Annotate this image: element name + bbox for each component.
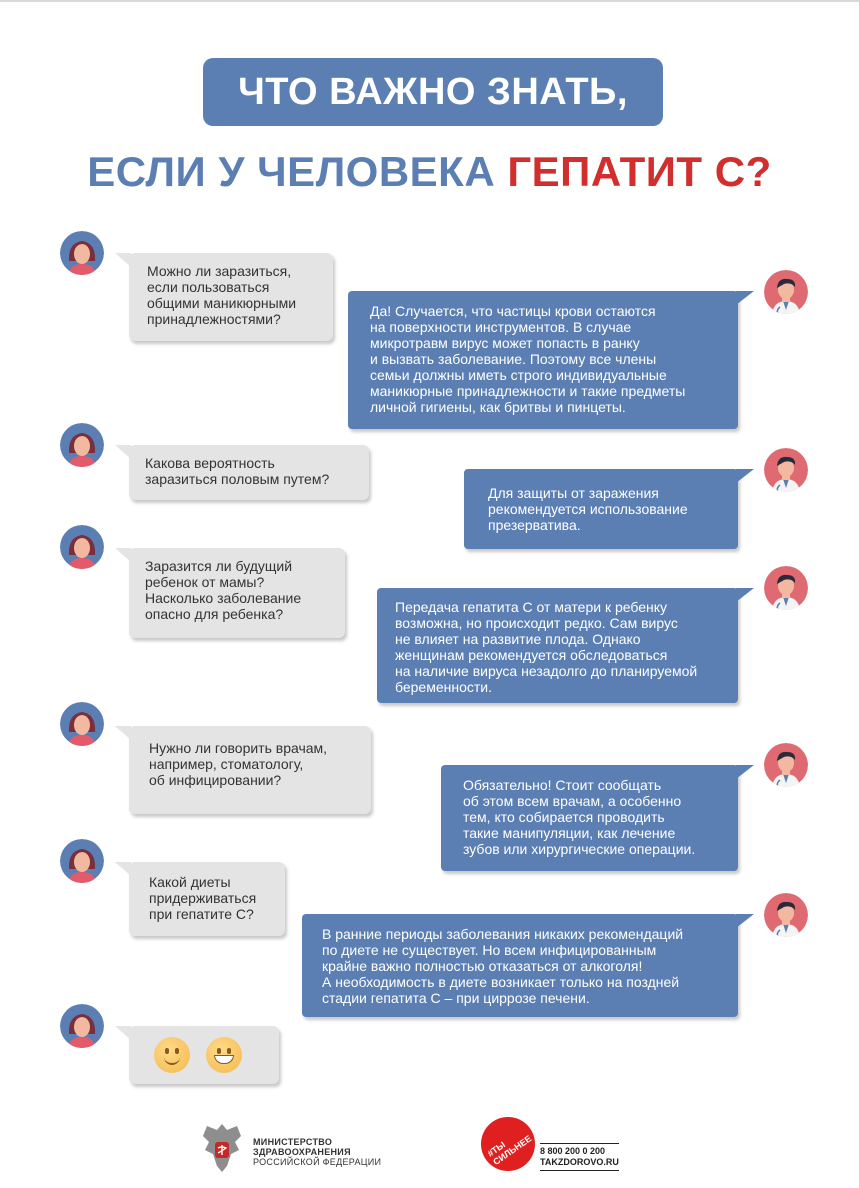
ministry-line-2: ЗДРАВООХРАНЕНИЯ: [253, 1147, 351, 1157]
campaign-site-link[interactable]: TAKZDOROVO.RU: [540, 1157, 619, 1167]
question-bubble-2: [129, 445, 369, 500]
subtitle-main: ЕСЛИ У ЧЕЛОВЕКА: [87, 148, 508, 195]
smiling-face-icon: [154, 1037, 190, 1073]
campaign-logo: [481, 1117, 535, 1171]
coat-of-arms-icon: [197, 1120, 247, 1175]
ministry-line-3: РОССИЙСКОЙ ФЕДЕРАЦИИ: [253, 1157, 382, 1167]
answer-text-1: Да! Случается, что частицы крови остаются на поверхности инструментов. В случае микротравм вирус может попасть в ранку и вызвать заболевание. Поэтому все члены семьи должны иметь строго индивидуальные маникюрные принадлежности и такие предметы личной гигиены, как бритвы и пинцеты.: [370, 303, 686, 415]
question-bubble-4: [129, 726, 371, 814]
answer-bubble-2: [464, 469, 738, 549]
hotline-phone: 8 800 200 0 200: [540, 1146, 606, 1156]
campaign-logo-text: #ТЫ СИЛЬНЕЕ: [485, 1133, 534, 1167]
woman-avatar-icon: [60, 1004, 104, 1048]
answer-text-5: В ранние периоды заболевания никаких рекомендаций по диете не существует. Но всем инфицированным крайне важно полностью отказаться от алкоголя! А необходимость в диете возникает только на поздней стадии гепатита С – при циррозе печени.: [322, 926, 684, 1006]
answer-text-2: Для защиты от заражения рекомендуется использование презерватива.: [488, 485, 688, 533]
question-bubble-1: [129, 253, 333, 341]
answer-text-4: Обязательно! Стоит сообщать об этом всем врачам, а особенно тем, кто собирается проводить такие манипуляции, как лечение зубов или хирургические операции.: [463, 777, 696, 857]
doctor-avatar-icon: [764, 448, 808, 492]
answer-bubble-4: [441, 765, 738, 871]
answer-bubble-3: [377, 588, 738, 703]
question-text-5: Какой диеты придерживаться при гепатите С?: [149, 874, 257, 922]
question-text-1: Можно ли заразиться, если пользоваться общими маникюрными принадлежностями?: [147, 263, 297, 327]
ministry-name: [253, 1137, 381, 1167]
emoji-bubble: [129, 1026, 279, 1084]
woman-avatar-icon: [60, 702, 104, 746]
woman-avatar-icon: [60, 423, 104, 467]
answer-text-3: Передача гепатита С от матери к ребенку возможна, но происходит редко. Сам вирус не влияет на развитие плода. Однако женщинам рекомендуется обследоваться на наличие вируса незадолго до планируемой беременности.: [395, 599, 698, 695]
answer-bubble-5: [302, 914, 738, 1017]
ministry-logo: [197, 1120, 247, 1180]
page-title: ЧТО ВАЖНО ЗНАТЬ,: [238, 71, 628, 113]
question-text-4: Нужно ли говорить врачам, например, стоматологу, об инфицировании?: [149, 740, 328, 788]
question-text-2: Какова вероятность заразиться половым путем?: [145, 455, 330, 487]
top-divider: [0, 0, 859, 2]
woman-avatar-icon: [60, 839, 104, 883]
doctor-avatar-icon: [764, 743, 808, 787]
woman-avatar-icon: [60, 525, 104, 569]
doctor-avatar-icon: [764, 893, 808, 937]
woman-avatar-icon: [60, 231, 104, 275]
ministry-line-1: МИНИСТЕРСТВО: [253, 1137, 333, 1147]
doctor-avatar-icon: [764, 270, 808, 314]
title-banner: [203, 58, 663, 126]
page-subtitle: [0, 148, 859, 196]
answer-bubble-1: [348, 291, 738, 429]
subtitle-highlight: ГЕПАТИТ С?: [507, 148, 772, 195]
question-bubble-3: [129, 548, 345, 638]
question-bubble-5: [129, 862, 285, 936]
doctor-avatar-icon: [764, 566, 808, 610]
grinning-face-icon: [206, 1037, 242, 1073]
contact-block: [540, 1143, 619, 1171]
question-text-3: Заразится ли будущий ребенок от мамы? Насколько заболевание опасно для ребенка?: [145, 558, 302, 622]
